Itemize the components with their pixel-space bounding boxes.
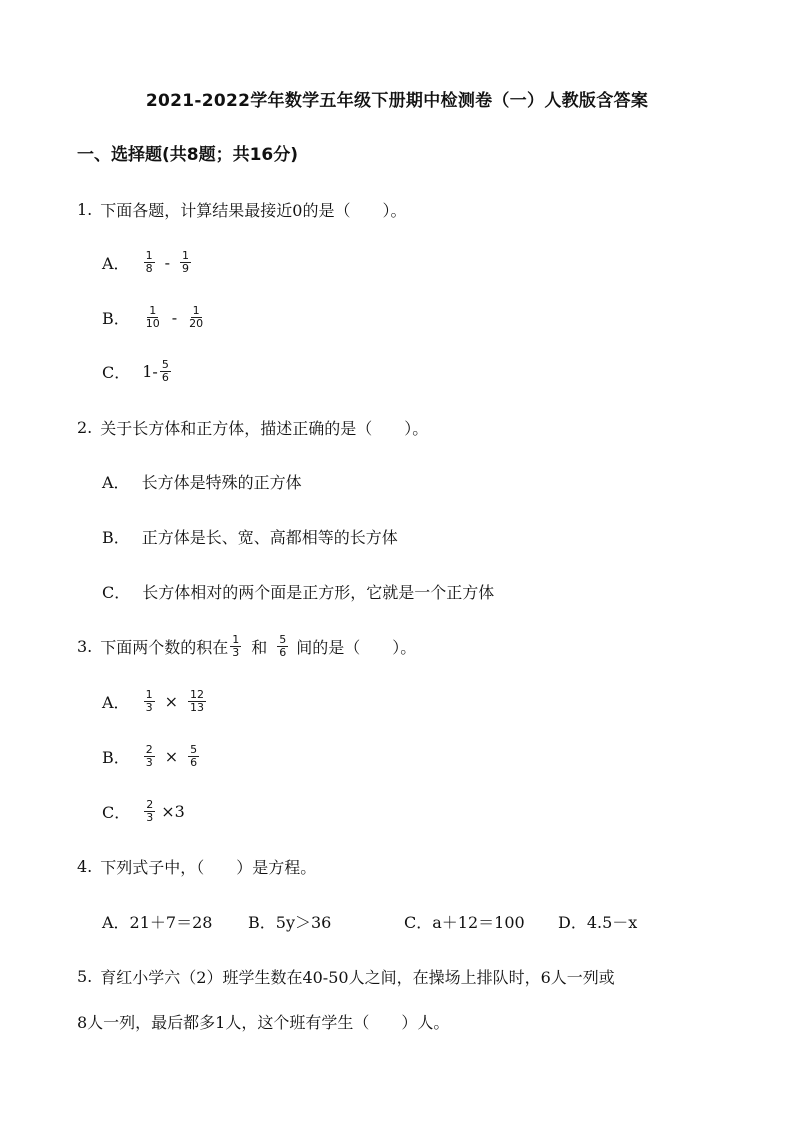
fraction: $\frac{2}{3}$ [146, 797, 154, 824]
q1-option-b: B． $\frac{1}{10}$ - $\frac{1}{20}$ [102, 303, 204, 330]
q4-options [102, 906, 637, 936]
page-title: 2021-2022学年数学五年级下册期中检测卷（一）人教版含答案 [145, 91, 649, 111]
fraction: $\frac{2}{3}$ [145, 742, 153, 769]
q3-option-b: B． $\frac{2}{3}$ × $\frac{5}{6}$ [102, 742, 198, 769]
q3-option-a: A． $\frac{1}{3}$ × $\frac{12}{13}$ [102, 687, 204, 714]
q1-option-c: C． 1- $\frac{5}{6}$ [102, 357, 169, 384]
question-5: 5. 育红小学六（2）班学生数在40-50人之间，在操场上排队时，6人一列或 [77, 966, 615, 987]
question-4: 4. 下列式子中，（ ）是方程。 [77, 856, 317, 877]
q4-option-a: A．21＋7＝28 [102, 912, 213, 932]
question-3: 3. 下面两个数的积在 $\frac{1}{3}$ 和 $\frac{5}{6}$ 间的是（ ）。 [77, 632, 417, 659]
fraction: $\frac{1}{8}$ [145, 248, 153, 275]
q4-option-b: B．5y＞36 [248, 912, 332, 932]
q1-option-a: A． $\frac{1}{8}$ - $\frac{1}{9}$ [102, 248, 189, 275]
fraction: $\frac{1}{20}$ [189, 303, 204, 330]
q4-option-d: D．4.5－x [558, 912, 638, 932]
q3-option-c: C． $\frac{2}{3}$ ×3 [102, 797, 185, 824]
q4-option-c: C．a＋12＝100 [404, 912, 525, 932]
question-1 [77, 194, 406, 224]
fraction: $\frac{5}{6}$ [161, 357, 169, 384]
q2-option-c: C． 长方体相对的两个面是正方形，它就是一个正方体 [102, 582, 495, 602]
question-2: 2. 关于长方体和正方体，描述正确的是（ ）。 [77, 417, 429, 438]
fraction: $\frac{1}{10}$ [145, 303, 160, 330]
fraction: $\frac{5}{6}$ [279, 632, 287, 659]
fraction: $\frac{12}{13}$ [189, 687, 204, 714]
question-number: 1. [77, 199, 93, 219]
q2-option-a: A． 长方体是特殊的正方体 [102, 472, 302, 492]
question-5-continued: 8人一列，最后都多1人，这个班有学生（ ）人。 [77, 1012, 450, 1032]
fraction: $\frac{1}{3}$ [232, 632, 240, 659]
section-heading: 一、选择题(共8题；共16分) [77, 145, 299, 165]
question-text: 下面各题，计算结果最接近0的是（ ）。 [100, 200, 407, 220]
fraction: $\frac{1}{9}$ [181, 248, 189, 275]
fraction: $\frac{5}{6}$ [190, 742, 198, 769]
fraction: $\frac{1}{3}$ [145, 687, 153, 714]
q2-option-b: B． 正方体是长、宽、高都相等的长方体 [102, 527, 398, 547]
